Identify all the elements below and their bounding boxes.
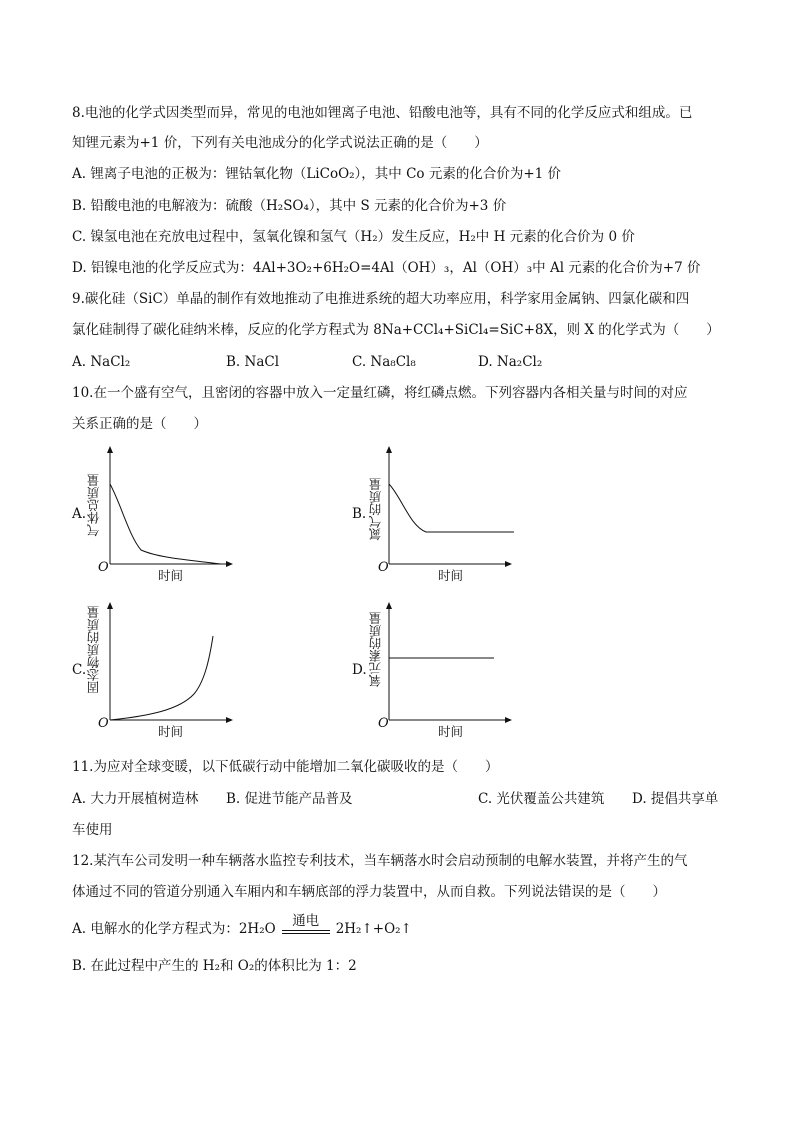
equals-bar xyxy=(282,930,330,934)
q11-option-d: D. 提倡共享单 xyxy=(632,791,719,807)
graph-d-xlabel: 时间 xyxy=(438,724,464,739)
q9-option-d: D. Na₂Cl₂ xyxy=(478,354,543,370)
graph-c-ylabel: 固态物质的质量 xyxy=(86,606,101,694)
graph-b-x-arrow xyxy=(505,561,512,567)
graph-d-letter: D. xyxy=(352,662,367,678)
q10-stem-line2: 关系正确的是（ ） xyxy=(72,416,207,432)
graph-a-ylabel: 气体总质量 xyxy=(86,474,101,537)
q11-option-b: B. 促进节能产品普及 xyxy=(226,791,353,807)
graph-c xyxy=(109,602,239,724)
reaction-condition xyxy=(282,913,330,934)
q9-option-b: B. NaCl xyxy=(226,354,280,370)
graph-d-y-arrow xyxy=(386,602,392,609)
graph-a-origin: O xyxy=(98,560,109,575)
graph-c-y-arrow xyxy=(107,602,113,609)
graph-a-x-arrow xyxy=(226,561,233,567)
q8-option-a: A. 锂离子电池的正极为：锂钴氧化物（LiCoO₂），其中 Co 元素的化合价为+1 价 xyxy=(72,166,562,182)
graph-b-ylabel: 氮气的质量 xyxy=(368,478,383,541)
q11-stem: 11.为应对全球变暖，以下低碳行动中能增加二氧化碳吸收的是（ ） xyxy=(72,759,499,775)
graph-a-xlabel: 时间 xyxy=(158,568,184,583)
q9-option-c: C. Na₈Cl₈ xyxy=(352,354,416,370)
q11-option-a: A. 大力开展植树造林 xyxy=(72,791,199,807)
graph-b-y-arrow xyxy=(386,446,392,453)
graph-a xyxy=(109,446,239,568)
graph-d-x-arrow xyxy=(505,717,512,723)
q12-stem-line1: 12.某汽车公司发明一种车辆落水监控专利技术，当车辆落水时会启动预制的电解水装置，并将产生的气 xyxy=(72,853,688,869)
q9-stem-line1: 9.碳化硅（SiC）单晶的制作有效地推动了电推进系统的超大功率应用，科学家用金属钠、四氯化碳和四 xyxy=(72,291,690,307)
graph-a-curve xyxy=(110,484,221,564)
graph-d-origin: O xyxy=(378,716,389,731)
q9-stem-line2: 氯化硅制得了碳化硅纳米棒，反应的化学方程式为 8Na+CCl₄+SiCl₄=SiC+8X，则 X 的化学式为（ ） xyxy=(72,322,720,338)
graph-a-y-arrow xyxy=(107,446,113,453)
q8-stem-line1: 8.电池的化学式因类型而异，常见的电池如锂离子电池、铅酸电池等，具有不同的化学反应式和组成。已 xyxy=(72,105,693,121)
graph-b-curve xyxy=(389,484,514,532)
q8-option-c: C. 镍氢电池在充放电过程中，氢氧化镍和氢气（H₂）发生反应，H₂中 H 元素的化合价为 0 价 xyxy=(72,229,635,245)
graph-b-origin: O xyxy=(378,560,389,575)
q8-stem-line2: 知锂元素为+1 价，下列有关电池成分的化学式说法正确的是（ ） xyxy=(72,135,488,151)
graph-c-origin: O xyxy=(98,716,109,731)
q8-option-d: D. 铝镍电池的化学反应式为：4Al+3O₂+6H₂O=4Al（OH）₃，Al（OH）₃中 Al 元素的化合价为+7 价 xyxy=(72,260,701,276)
q9-option-a: A. NaCl₂ xyxy=(72,354,131,370)
q12-option-a-prefix: A. 电解水的化学方程式为：2H₂O xyxy=(72,921,276,937)
graph-d-ylabel: 氧元素的质量 xyxy=(368,612,383,687)
q12-option-a-suffix: 2H₂↑+O₂↑ xyxy=(335,921,412,937)
graph-c-curve xyxy=(110,636,213,720)
graph-c-letter: C. xyxy=(72,662,87,678)
reaction-condition-text: 通电 xyxy=(292,913,320,929)
graph-b-xlabel: 时间 xyxy=(438,568,464,583)
q11-option-d-continuation: 车使用 xyxy=(72,822,113,838)
q12-option-b: B. 在此过程中产生的 H₂和 O₂的体积比为 1：2 xyxy=(72,958,357,974)
graph-c-x-arrow xyxy=(226,717,233,723)
q11-option-c: C. 光伏覆盖公共建筑 xyxy=(478,791,605,807)
q12-option-a xyxy=(72,913,412,938)
graph-a-letter: A. xyxy=(72,506,87,522)
graph-c-xlabel: 时间 xyxy=(158,724,184,739)
q10-stem-line1: 10.在一个盛有空气，且密闭的容器中放入一定量红磷，将红磷点燃。下列容器内各相关量与时间的对应 xyxy=(72,385,688,401)
q8-option-b: B. 铅酸电池的电解液为：硫酸（H₂SO₄），其中 S 元素的化合价为+3 价 xyxy=(72,198,507,214)
q12-stem-line2: 体通过不同的管道分别通入车厢内和车辆底部的浮力装置中，从而自救。下列说法错误的是（ ） xyxy=(72,884,666,900)
graph-b-letter: B. xyxy=(352,506,367,522)
graph-d xyxy=(388,602,518,724)
graph-b xyxy=(388,446,518,568)
